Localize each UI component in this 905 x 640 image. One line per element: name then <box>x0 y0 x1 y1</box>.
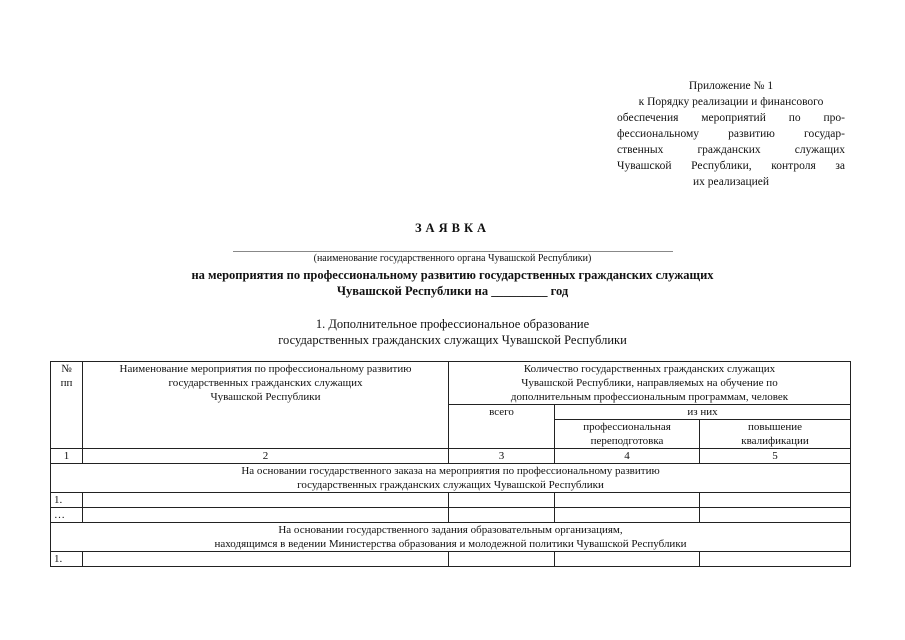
column-number: 3 <box>449 449 555 464</box>
table-cell <box>449 493 555 508</box>
table-cell <box>700 493 851 508</box>
header-of-them: из них <box>555 405 851 420</box>
appendix-line: Приложение № 1 <box>688 80 774 92</box>
group-header-text: государственных гражданских служащих Чувашской Республики <box>297 479 604 491</box>
header-text: Чувашской Республики, направляемых на обучение по <box>521 377 778 389</box>
header-text: пп <box>60 377 73 389</box>
appendix-line: обеспечения мероприятий по про- <box>617 112 845 124</box>
group-header <box>51 523 851 552</box>
header-event-name <box>83 362 449 449</box>
request-table <box>50 361 851 567</box>
group-header <box>51 464 851 493</box>
header-number <box>51 362 83 449</box>
header-text: Количество государственных гражданских служащих <box>523 363 776 375</box>
table-row <box>51 552 851 567</box>
column-number: 2 <box>83 449 449 464</box>
column-number: 1 <box>51 449 83 464</box>
appendix-block <box>617 78 845 190</box>
header-text: дополнительным профессиональным программам, человек <box>510 391 789 403</box>
table-row <box>51 508 851 523</box>
header-total: всего <box>449 405 555 449</box>
heading-line: Чувашской Республики на _________ год <box>336 284 569 298</box>
document-heading <box>0 267 905 299</box>
header-text: № <box>61 363 72 375</box>
column-numbers-row <box>51 449 851 464</box>
appendix-line: фессиональному развитию государ- <box>617 128 845 140</box>
table-cell <box>700 508 851 523</box>
group-header-row <box>51 523 851 552</box>
column-number: 4 <box>555 449 700 464</box>
group-header-row <box>51 464 851 493</box>
header-qualification <box>700 420 851 449</box>
table-cell <box>449 508 555 523</box>
appendix-line: Чувашской Республики, контроля за <box>617 160 845 172</box>
group-header-text: находящимся в ведении Министерства образования и молодежной политики Чувашской Республики <box>214 538 687 550</box>
table-cell <box>83 508 449 523</box>
row-number: 1. <box>51 493 83 508</box>
table-cell <box>83 493 449 508</box>
table-cell <box>83 552 449 567</box>
table-row <box>51 493 851 508</box>
group-header-text: На основании государственного заказа на мероприятия по профессиональному развитию <box>241 465 660 477</box>
appendix-line: их реализацией <box>692 176 770 188</box>
appendix-line: к Порядку реализации и финансового <box>638 96 824 108</box>
table-cell <box>449 552 555 567</box>
header-text: профессиональная <box>583 421 671 433</box>
table-cell <box>555 493 700 508</box>
appendix-line: ственных гражданских служащих <box>617 144 845 156</box>
table-cell <box>700 552 851 567</box>
header-text: переподготовка <box>590 435 664 447</box>
section-title <box>0 316 905 348</box>
header-retraining <box>555 420 700 449</box>
heading-line: на мероприятия по профессиональному развитию государственных гражданских служащих <box>191 268 714 282</box>
header-count <box>449 362 851 405</box>
table-cell <box>555 508 700 523</box>
group-header-text: На основании государственного задания образовательным организациям, <box>278 524 623 536</box>
table-header-row <box>51 362 851 405</box>
header-text: повышение <box>748 421 802 433</box>
org-name-caption: (наименование государственного органа Чувашской Республики) <box>313 253 592 264</box>
row-number: … <box>51 508 83 523</box>
column-number: 5 <box>700 449 851 464</box>
section-line: 1. Дополнительное профессиональное образование <box>315 317 590 331</box>
header-text: государственных гражданских служащих <box>168 377 363 389</box>
row-number: 1. <box>51 552 83 567</box>
header-text: Чувашской Республики <box>210 391 321 403</box>
section-line: государственных гражданских служащих Чувашской Республики <box>278 333 627 347</box>
header-text: квалификации <box>741 435 809 447</box>
document-title: ЗАЯВКА <box>414 221 491 235</box>
org-name-blank-line <box>233 251 673 252</box>
table-cell <box>555 552 700 567</box>
header-text: Наименование мероприятия по профессиональному развитию <box>119 363 412 375</box>
